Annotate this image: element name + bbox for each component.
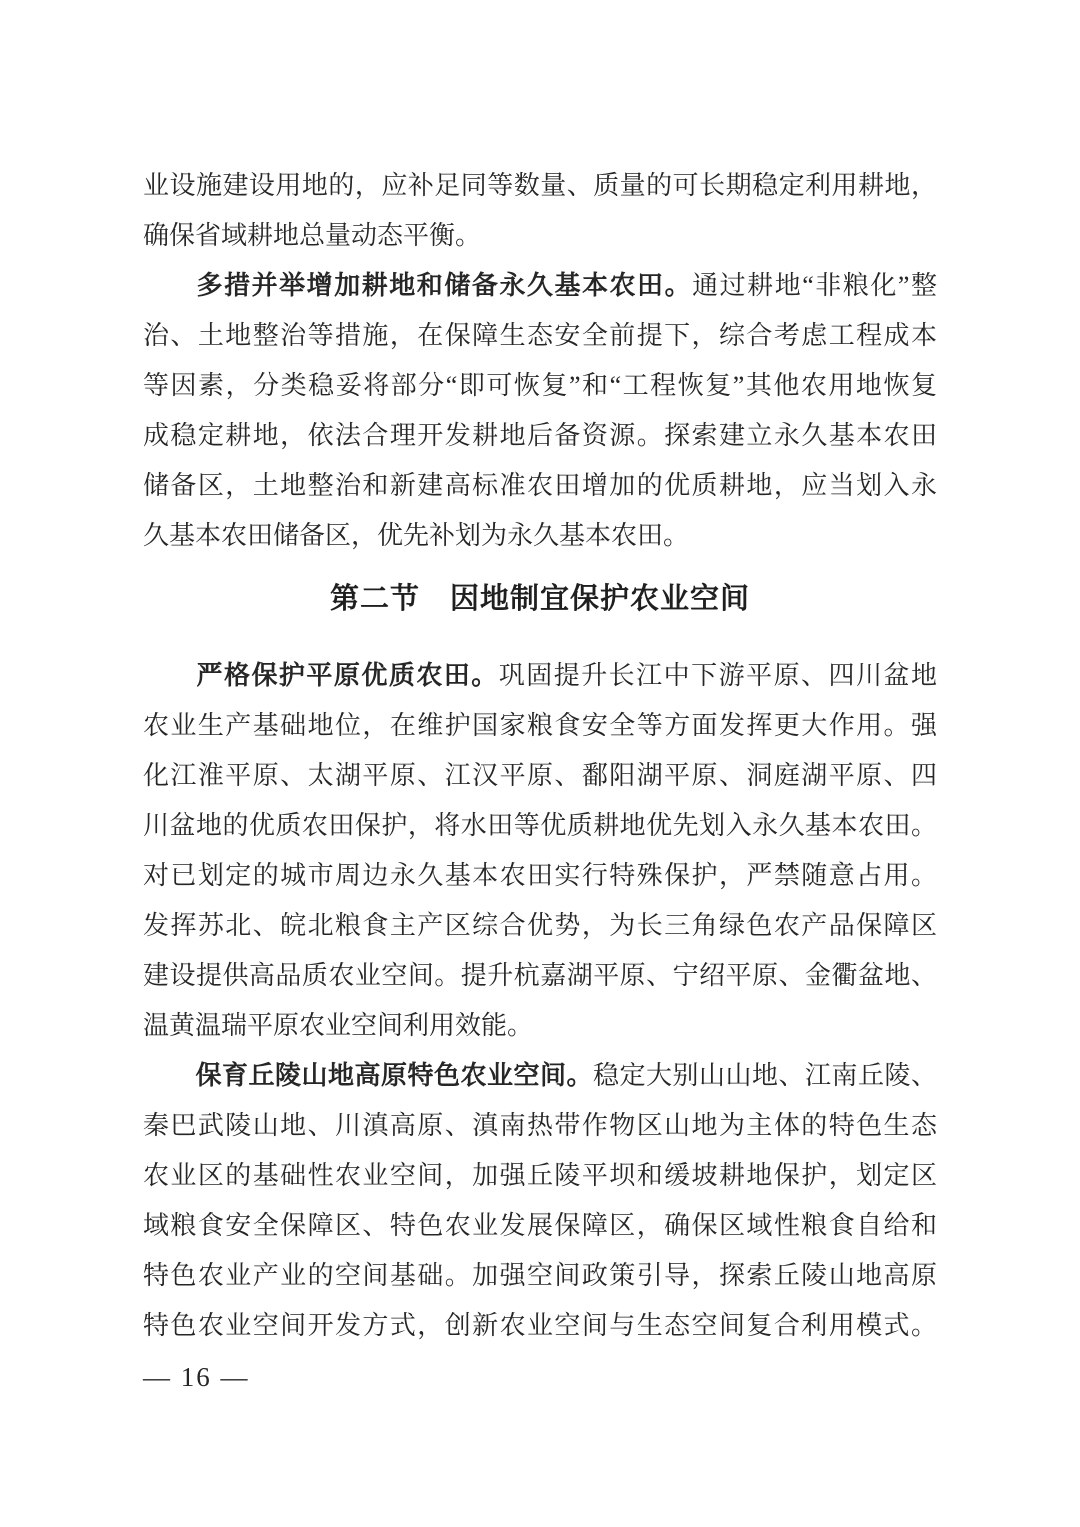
paragraph-lead: 严格保护平原优质农田。	[195, 661, 499, 690]
paragraph-text: 巩固提升长江中下游平原、四川盆地	[498, 661, 937, 690]
text-line	[143, 1001, 937, 1051]
paragraph	[143, 261, 937, 561]
text-line	[143, 951, 937, 1001]
text-line	[143, 1151, 937, 1201]
text-line	[143, 1051, 937, 1101]
paragraph-text: 成稳定耕地，依法合理开发耕地后备资源。探索建立永久基本农田	[143, 421, 937, 450]
text-line	[143, 161, 937, 211]
paragraph-text: 稳定大别山山地、江南丘陵、	[592, 1061, 937, 1090]
paragraph-text: 通过耕地“非粮化”整	[692, 271, 937, 300]
text-line	[143, 701, 937, 751]
paragraph-text: 久基本农田储备区，优先补划为永久基本农田。	[143, 521, 690, 550]
text-line	[143, 1301, 937, 1351]
paragraph-text: 对已划定的城市周边永久基本农田实行特殊保护，严禁随意占用。	[143, 861, 937, 890]
document-body	[143, 161, 937, 1351]
page-number: — 16 —	[143, 1362, 250, 1392]
paragraph-text: 建设提供高品质农业空间。提升杭嘉湖平原、宁绍平原、金衢盆地、	[143, 961, 937, 990]
paragraph-text: 秦巴武陵山地、川滇高原、滇南热带作物区山地为主体的特色生态	[143, 1111, 937, 1140]
paragraph-lead: 多措并举增加耕地和储备永久基本农田。	[195, 271, 693, 300]
text-line	[143, 261, 937, 311]
paragraph-text: 农业生产基础地位，在维护国家粮食安全等方面发挥更大作用。强	[143, 711, 937, 740]
paragraph-indent	[143, 1083, 195, 1084]
paragraph-text: 域粮食安全保障区、特色农业发展保障区，确保区域性粮食自给和	[143, 1211, 937, 1240]
text-line	[143, 901, 937, 951]
paragraph-indent	[143, 683, 195, 684]
paragraph-indent	[143, 293, 195, 294]
text-line	[143, 361, 937, 411]
paragraph-text: 发挥苏北、皖北粮食主产区综合优势，为长三角绿色农产品保障区	[143, 911, 937, 940]
paragraph-text: 确保省域耕地总量动态平衡。	[143, 221, 482, 250]
text-line	[143, 751, 937, 801]
paragraph-text: 川盆地的优质农田保护，将水田等优质耕地优先划入永久基本农田。	[143, 811, 937, 840]
paragraph-text: 温黄温瑞平原农业空间利用效能。	[143, 1011, 534, 1040]
paragraph-text: 治、土地整治等措施，在保障生态安全前提下，综合考虑工程成本	[143, 321, 937, 350]
paragraph-text: 业设施建设用地的，应补足同等数量、质量的可长期稳定利用耕地，	[143, 171, 937, 200]
paragraph-text: 化江淮平原、太湖平原、江汉平原、鄱阳湖平原、洞庭湖平原、四	[143, 761, 937, 790]
paragraph	[143, 651, 937, 1051]
paragraph-text: 特色农业空间开发方式，创新农业空间与生态空间复合利用模式。	[143, 1311, 937, 1340]
paragraph-text: 储备区，土地整治和新建高标准农田增加的优质耕地，应当划入永	[143, 471, 937, 500]
section-heading: 第二节 因地制宜保护农业空间	[329, 583, 750, 615]
text-line	[143, 1101, 937, 1151]
paragraph-lead: 保育丘陵山地高原特色农业空间。	[195, 1061, 593, 1090]
text-line	[143, 461, 937, 511]
paragraph-text: 农业区的基础性农业空间，加强丘陵平坝和缓坡耕地保护，划定区	[143, 1161, 937, 1190]
text-line	[143, 1251, 937, 1301]
text-line	[143, 851, 937, 901]
text-line	[143, 651, 937, 701]
text-line	[143, 801, 937, 851]
paragraph	[143, 161, 937, 261]
text-line	[143, 1201, 937, 1251]
text-line	[143, 311, 937, 361]
paragraph	[143, 1051, 937, 1351]
text-line	[143, 511, 937, 561]
paragraph-text: 特色农业产业的空间基础。加强空间政策引导，探索丘陵山地高原	[143, 1261, 937, 1290]
page-footer	[143, 1360, 250, 1394]
text-line	[143, 411, 937, 461]
paragraph-text: 等因素，分类稳妥将部分“即可恢复”和“工程恢复”其他农用地恢复	[143, 371, 937, 400]
text-line	[143, 211, 937, 261]
